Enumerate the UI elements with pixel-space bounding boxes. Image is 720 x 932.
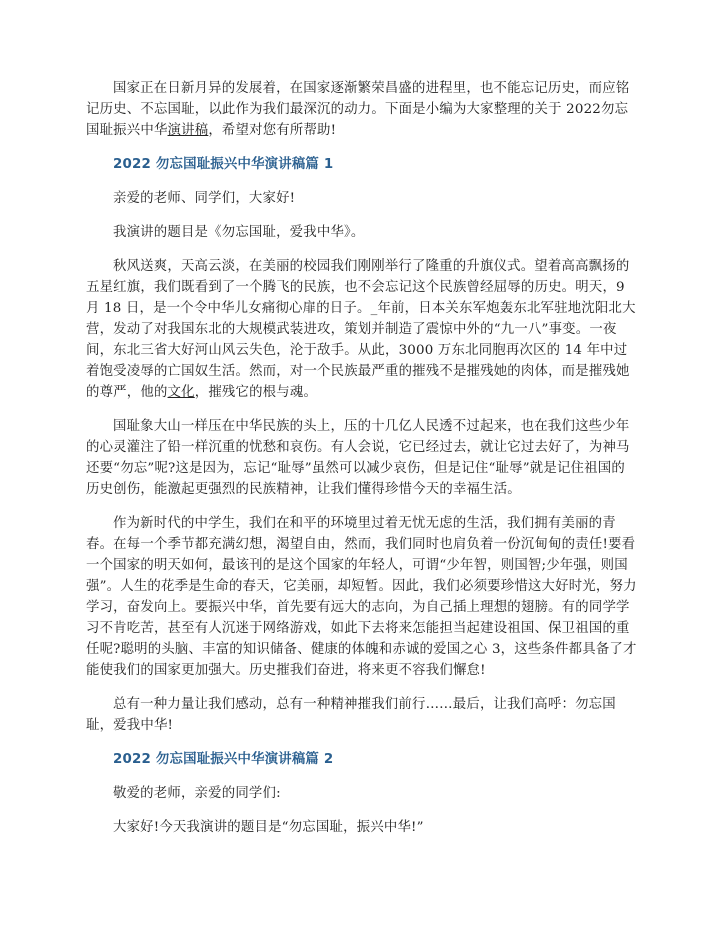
section-2-greeting: 敬爱的老师，亲爱的同学们: [113,786,281,801]
intro-text-end: ，希望对您有所帮助! [208,123,337,138]
section-1-paragraph-1 [86,256,638,403]
intro-text: 国家正在日新月异的发展着，在国家逐渐繁荣昌盛的进程里，也不能忘记历史，而应铭记历史、不忘国耻，以此作为我们最深沉的动力。下面是小编为大家整理的关于 2022勿忘国耻振兴中华 [86,81,630,138]
paragraph-1-text: 秋风送爽，天高云淡，在美丽的校园我们刚刚举行了隆重的升旗仪式。望着高高飘扬的五星红旗，我们既看到了一个腾飞的民族，也不会忘记这个民族曾经屈辱的历史。明天，9 月 18 日，是一个令中华儿女痛彻心扉的日子。_年前，日本关东军炮轰东北军驻地沈阳北大营，发动了对我国东北的大规模武装进攻，策划并制造了震惊中外的“九一八”事变。一夜间，东北三省大好河山风云失色，沦于敌手。从此，3000 万东北同胞再次区的 14 年中过着饱受凌辱的亡国奴生活。然而，对一个民族最严重的摧残不是摧残她的肉体，而是摧残她的尊严，他的 [86,259,636,400]
section-1-heading: 2022 勿忘国耻振兴中华演讲稿篇 1 [113,157,334,172]
section-2-heading: 2022 勿忘国耻振兴中华演讲稿篇 2 [113,752,334,767]
document-body [86,78,638,851]
speech-draft-link[interactable]: 演讲稿 [167,123,209,138]
section-2-topic: 大家好!今天我演讲的题目是“勿忘国耻，振兴中华!” [113,820,424,835]
section-1-paragraph-3: 作为新时代的中学生，我们在和平的环境里过着无忧无虑的生活，我们拥有美丽的青春。在每一个季节都充满幻想，渴望自由，然而，我们同时也肩负着一份沉甸甸的责任!要看一个国家的明天如何，最该刊的是这个国家的年轻人，可谓“少年智，则国智;少年强，则国强”。人生的花季是生命的春天，它美丽，却短暂。因此，我们必须要珍惜这大好时光，努力学习，奋发向上。要振兴中华，首先要有远大的志向，为自己插上理想的翅膀。有的同学学习不肯吃苦，甚至有人沉迷于网络游戏，如此下去将来怎能担当起建设祖国、保卫祖国的重任呢?聪明的头脑、丰富的知识储备、健康的体魄和赤诚的爱国之心 3，这些条件都具备了才能使我们的国家更加强大。历史摧我们奋进，将来更不容我们懈怠! [86,516,637,678]
paragraph-1-text-end: ，摧残它的根与魂。 [194,385,318,400]
section-1-topic: 我演讲的题目是《勿忘国耻，爱我中华》。 [113,225,365,240]
section-1-paragraph-2: 国耻象大山一样压在中华民族的头上，压的十几亿人民透不过起来，也在我们这些少年的心灵灌注了铅一样沉重的忧愁和哀伤。有人会说，它已经过去，就让它过去好了，为神马还要“勿忘”呢?这是因为，忘记“耻辱”虽然可以减少哀伤，但是记住“耻辱”就是记住祖国的历史创伤，能激起更强烈的民族精神，让我们懂得珍惜今天的幸福生活。 [86,419,630,497]
culture-link[interactable]: 文化 [167,385,195,400]
section-1-closing: 总有一种力量让我们感动，总有一种精神摧我们前行……最后，让我们高呼：勿忘国耻，爱我中华! [86,697,616,733]
intro-paragraph [86,78,638,141]
section-1-greeting: 亲爱的老师、同学们，大家好! [113,191,296,206]
